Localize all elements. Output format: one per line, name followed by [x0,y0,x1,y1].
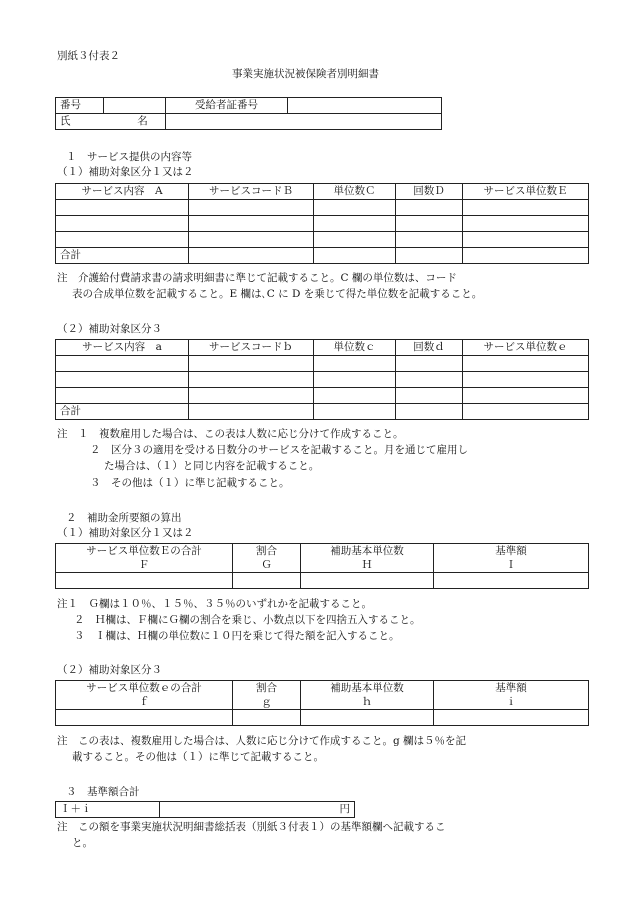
col-header: サービス内容 a [56,340,189,356]
section3-heading: ３ 基準額合計 [66,786,140,798]
attachment-label: 別紙３付表２ [57,50,120,62]
col-header: 割合 ｇ [233,681,301,710]
table-row [56,200,589,216]
col-header: 基準額 Ｉ [434,544,589,573]
table-cell[interactable] [463,388,589,404]
table-cell[interactable] [56,200,189,216]
col-header: 補助基本単位数 Ｈ [301,544,434,573]
table-row [56,388,589,404]
table-cell[interactable] [314,388,396,404]
table-cell[interactable] [189,388,314,404]
section1-sub1-heading: （１）補助対象区分１又は２ [57,166,194,178]
note-line: 表の合成単位数を記載すること。E 欄は､C に D を乗じて得た単位数を記載すること。 [72,288,483,300]
table-cell[interactable] [396,248,463,264]
col-header: 回数ｄ [396,340,463,356]
table-row [56,372,589,388]
table-cell[interactable] [463,200,589,216]
col-header: サービスコードＢ [189,184,314,200]
table-cell[interactable] [301,573,434,589]
total-row [56,248,589,264]
note-line: 注 この額を事業実施状況明細書総括表（別紙３付表１）の基準額欄へ記載するこ [57,821,446,833]
note-line: と。 [72,837,93,849]
note-line: 載すること。その他は（１）に準じて記載すること。 [72,751,324,763]
table-cell[interactable] [396,356,463,372]
number-label: 番号 [56,98,104,114]
table-cell[interactable] [463,248,589,264]
note-line: 注１ Ｇ欄は１０％、１５％、３５％のいずれかを記載すること。 [57,598,372,610]
section1-heading: １ サービス提供の内容等 [66,151,192,163]
table-row [56,232,589,248]
table-cell[interactable] [189,232,314,248]
cert-number-value-cell[interactable] [288,98,442,114]
name-label-2: 名 [137,114,148,127]
total-value-cell[interactable] [160,802,355,818]
number-value-cell[interactable] [104,98,166,114]
section2-sub1-heading: （１）補助対象区分１又は２ [57,527,194,539]
table-cell[interactable] [56,232,189,248]
table-cell[interactable] [314,372,396,388]
table-cell[interactable] [314,232,396,248]
note-line: ２ 区分３の適用を受ける日数分のサービスを記載すること。月を通じて雇用し [90,444,468,456]
table-cell[interactable] [314,356,396,372]
col-header: サービス単位数Ｅの合計 Ｆ [56,544,233,573]
section1-sub2-heading: （２）補助対象区分３ [57,323,162,335]
name-value-cell[interactable] [166,114,442,130]
yen-unit: 円 [339,802,350,815]
total-label: 合計 [56,404,189,420]
name-label-cell [56,114,166,130]
table-row [56,573,589,589]
col-header: 補助基本単位数 ｈ [301,681,434,710]
total-row [56,404,589,420]
table-row [56,710,589,726]
note-line: ３ その他は（１）に準じ記載すること。 [90,477,290,489]
table-cell[interactable] [56,573,233,589]
table-cell[interactable] [189,404,314,420]
table-cell[interactable] [56,388,189,404]
subsidy-table-2 [55,680,589,726]
table-cell[interactable] [56,372,189,388]
note-line: 注 １ 複数雇用した場合は、この表は人数に応じ分けて作成すること。 [57,428,404,440]
table-cell[interactable] [463,356,589,372]
cert-number-label: 受給者証番号 [166,98,288,114]
table-cell[interactable] [314,200,396,216]
table-cell[interactable] [301,710,434,726]
table-cell[interactable] [463,232,589,248]
col-header: 単位数ｃ [314,340,396,356]
table-cell[interactable] [434,573,589,589]
section2-sub2-heading: （２）補助対象区分３ [57,664,162,676]
total-table [55,801,355,818]
table-cell[interactable] [463,404,589,420]
table-cell[interactable] [233,573,301,589]
col-header: 基準額 ｉ [434,681,589,710]
section2-heading: ２ 補助金所要額の算出 [66,512,182,524]
col-header: 単位数Ｃ [314,184,396,200]
table-cell[interactable] [396,404,463,420]
note-line: 注 この表は、複数雇用した場合は、人数に応じ分けて作成すること。g 欄は５％を記 [57,735,467,747]
col-header: サービス単位数ｅ [463,340,589,356]
table-cell[interactable] [396,232,463,248]
total-label: Ｉ＋ｉ [56,802,160,818]
note-line: ２ Ｈ欄は、Ｆ欄にＧ欄の割合を乗じ、小数点以下を四捨五入すること。 [74,614,421,626]
table-cell[interactable] [56,216,189,232]
table-cell[interactable] [396,372,463,388]
col-header: サービスコードｂ [189,340,314,356]
table-row [56,356,589,372]
table-cell[interactable] [189,200,314,216]
table-cell[interactable] [189,356,314,372]
table-cell[interactable] [396,216,463,232]
document-title: 事業実施状況被保険者別明細書 [232,68,379,80]
col-header: サービス内容 A [56,184,189,200]
total-label: 合計 [56,248,189,264]
col-header: サービス単位数Ｅ [463,184,589,200]
table-cell[interactable] [56,710,233,726]
subsidy-table-1 [55,543,589,589]
service-table-2 [55,339,589,420]
col-header: 回数Ｄ [396,184,463,200]
note-line: た場合は、（１）と同じ内容を記載すること。 [104,460,320,472]
table-cell[interactable] [314,216,396,232]
table-cell[interactable] [463,216,589,232]
note-line: 注 介護給付費請求書の請求明細書に準じて記載すること。C 欄の単位数は、コード [57,272,457,284]
table-cell[interactable] [189,216,314,232]
col-header: 割合 Ｇ [233,544,301,573]
table-cell[interactable] [463,372,589,388]
table-cell[interactable] [233,710,301,726]
table-cell[interactable] [314,248,396,264]
note-line: ３ Ｉ欄は、Ｈ欄の単位数に１０円を乗じて得た額を記入すること。 [74,630,400,642]
header-table [55,97,442,130]
table-cell[interactable] [314,404,396,420]
col-header: サービス単位数ｅの合計 ｆ [56,681,233,710]
table-cell[interactable] [396,200,463,216]
table-cell[interactable] [189,248,314,264]
table-cell[interactable] [189,372,314,388]
table-cell[interactable] [434,710,589,726]
table-row [56,216,589,232]
table-cell[interactable] [396,388,463,404]
name-label-1: 氏 [60,114,71,127]
table-cell[interactable] [56,356,189,372]
service-table-1 [55,183,589,264]
